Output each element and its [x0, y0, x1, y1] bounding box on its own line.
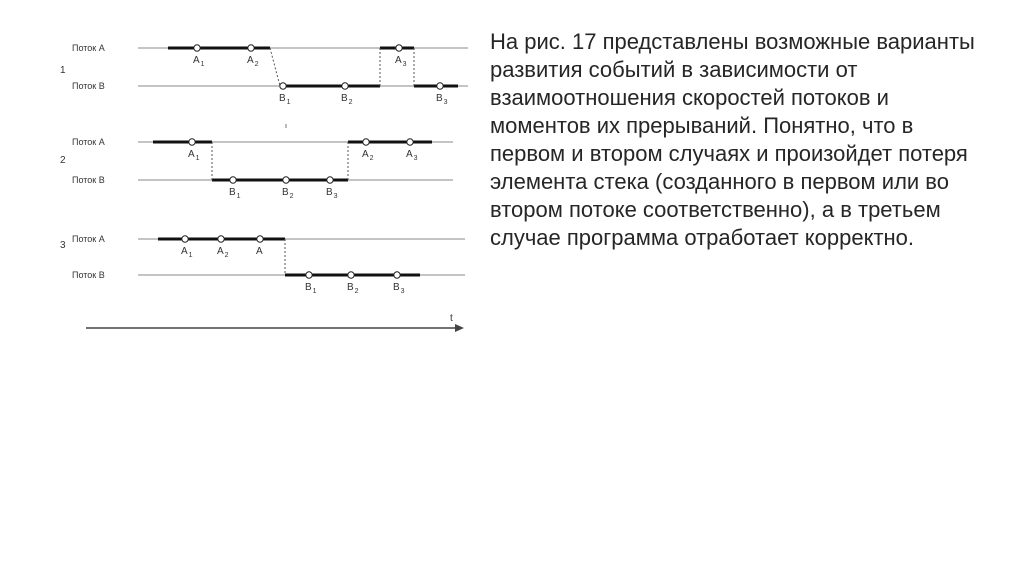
case-1	[60, 43, 468, 106]
event-label: $B_2$	[282, 187, 294, 200]
event-marker	[327, 177, 333, 183]
event-label: $B_1$	[279, 93, 291, 106]
event-label: $A_1$	[188, 149, 200, 162]
event-label: $A_2$	[247, 55, 259, 68]
event-marker	[194, 45, 200, 51]
event-label: $B_3$	[326, 187, 338, 200]
event-label: $A_2$	[217, 246, 229, 259]
event-marker	[248, 45, 254, 51]
event-marker	[348, 272, 354, 278]
event-marker	[218, 236, 224, 242]
lane-label: Поток В	[72, 270, 105, 280]
lane-label: Поток В	[72, 175, 105, 185]
time-axis-label: t	[450, 313, 453, 324]
event-marker	[280, 83, 286, 89]
lane-label: Поток А	[72, 43, 105, 53]
lane-label: Поток В	[72, 81, 105, 91]
event-label: $A_1$	[181, 246, 193, 259]
event-marker	[407, 139, 413, 145]
event-marker	[182, 236, 188, 242]
case-number: 1	[60, 65, 66, 76]
description-text: На рис. 17 представлены возможные варианты развития событий в зависимости от взаимоотношения скоростей потоков и моментов их прерываний. Понятно, что в первом и втором случаях и произойдет потеря элемента стека (созданного в первом или во втором потоке соответственно), а в третьем случае программа отработает корректно.	[490, 29, 975, 250]
event-label: $B_3$	[436, 93, 448, 106]
event-marker	[396, 45, 402, 51]
case-number: 3	[60, 240, 66, 251]
event-marker	[342, 83, 348, 89]
event-marker	[437, 83, 443, 89]
case-number: 2	[60, 155, 66, 166]
event-label: $A_3$	[395, 55, 407, 68]
thread-timing-diagram	[0, 0, 480, 360]
event-marker	[394, 272, 400, 278]
event-label: $A_1$	[193, 55, 205, 68]
lane-label: Поток А	[72, 137, 105, 147]
event-label: $B_2$	[341, 93, 353, 106]
event-label: $B_1$	[229, 187, 241, 200]
event-label: $B_3$	[393, 282, 405, 295]
case-3	[60, 234, 465, 295]
time-axis-arrow	[455, 324, 464, 332]
event-label: A	[256, 246, 263, 257]
event-marker	[230, 177, 236, 183]
event-marker	[257, 236, 263, 242]
event-label: $B_1$	[305, 282, 317, 295]
event-label: $A_3$	[406, 149, 418, 162]
lane-label: Поток А	[72, 234, 105, 244]
event-marker	[363, 139, 369, 145]
event-marker	[306, 272, 312, 278]
event-label: $A_2$	[362, 149, 374, 162]
case-2	[60, 137, 453, 200]
event-marker	[189, 139, 195, 145]
transition-dash	[270, 48, 280, 86]
event-marker	[283, 177, 289, 183]
event-label: $B_2$	[347, 282, 359, 295]
